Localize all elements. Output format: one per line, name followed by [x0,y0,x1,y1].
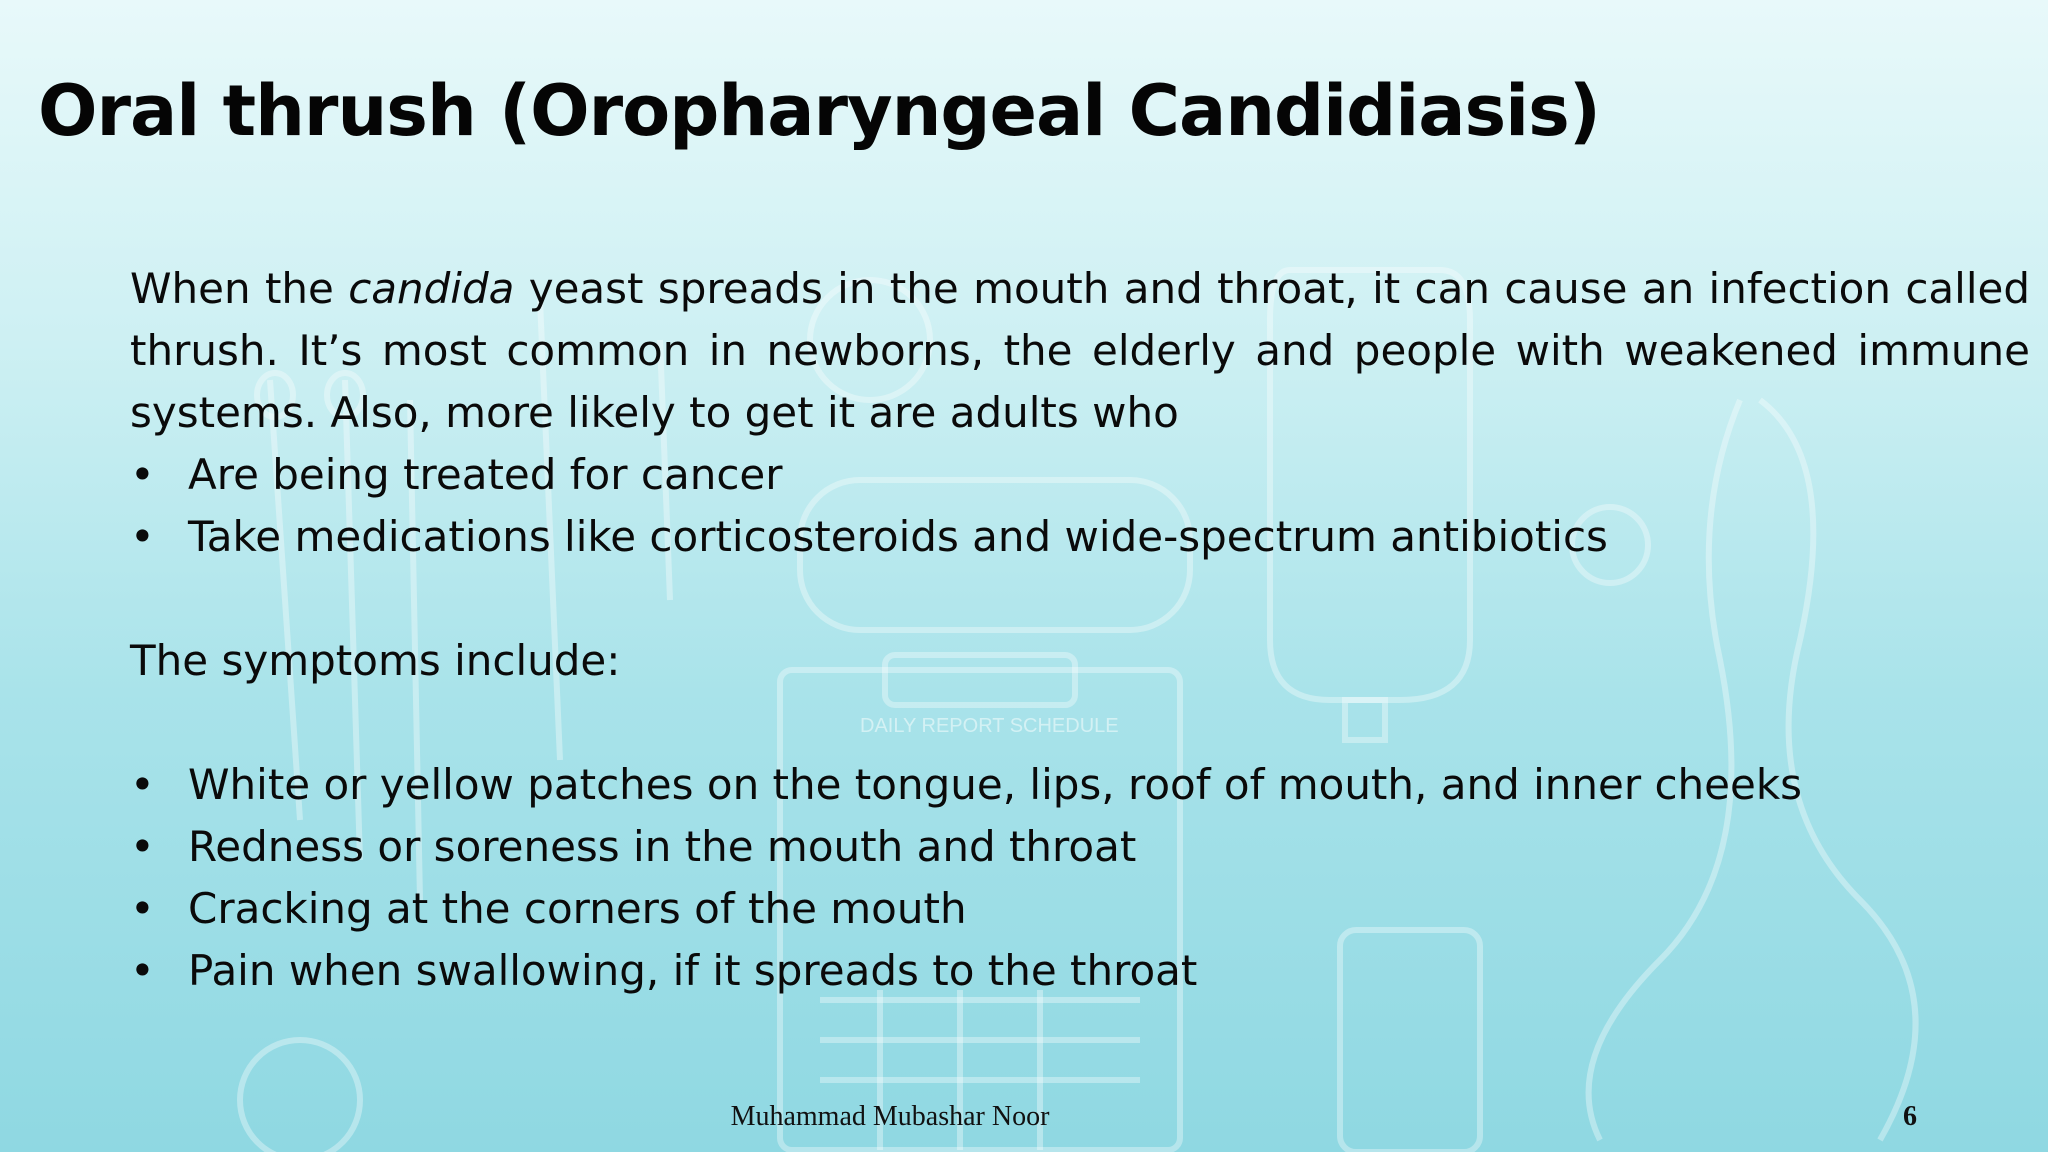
symptom-bullet-text: Redness or soreness in the mouth and throat [188,822,1137,871]
footer-author: Muhammad Mubashar Noor [730,1101,1050,1132]
risk-bullet [130,444,2030,506]
symptom-bullet-text: Cracking at the corners of the mouth [188,884,967,933]
risk-bullet [130,506,2030,568]
risk-bullet-list [130,444,2030,568]
risk-bullet-text: Are being treated for cancer [188,450,783,499]
symptoms-heading: The symptoms include: [130,636,621,685]
spacer [130,568,2030,630]
symptom-bullet [130,940,2030,1002]
bullet-marker: • [130,946,155,995]
intro-paragraph [130,258,2030,444]
symptom-bullet-text: Pain when swallowing, if it spreads to the throat [188,946,1198,995]
slide-title: Oral thrush (Oropharyngeal Candidiasis) [38,70,1600,152]
symptom-bullet [130,754,2030,816]
intro-text-before: When the [130,264,349,313]
bullet-marker: • [130,760,155,809]
page-number: 6 [1903,1101,1917,1132]
spacer [130,692,2030,754]
clipboard-label: DAILY REPORT SCHEDULE [860,715,1119,737]
risk-bullet-text: Take medications like corticosteroids and wide-spectrum antibiotics [188,512,1608,561]
intro-emphasis: candida [348,264,515,313]
symptom-bullet-list [130,754,2030,1002]
bullet-marker: • [130,450,155,499]
bullet-marker: • [130,512,155,561]
symptom-bullet [130,878,2030,940]
intro-text-after: yeast spreads in the mouth and throat, it can cause an infection called thrush. It’s most common in newborns, the elderly and people with weakened immune systems. Also, more likely to get it are adults who [130,264,2030,437]
slide-body [130,258,2030,1002]
symptom-bullet [130,816,2030,878]
bullet-marker: • [130,884,155,933]
symptom-bullet-text: White or yellow patches on the tongue, lips, roof of mouth, and inner cheeks [188,760,1803,809]
bullet-marker: • [130,822,155,871]
